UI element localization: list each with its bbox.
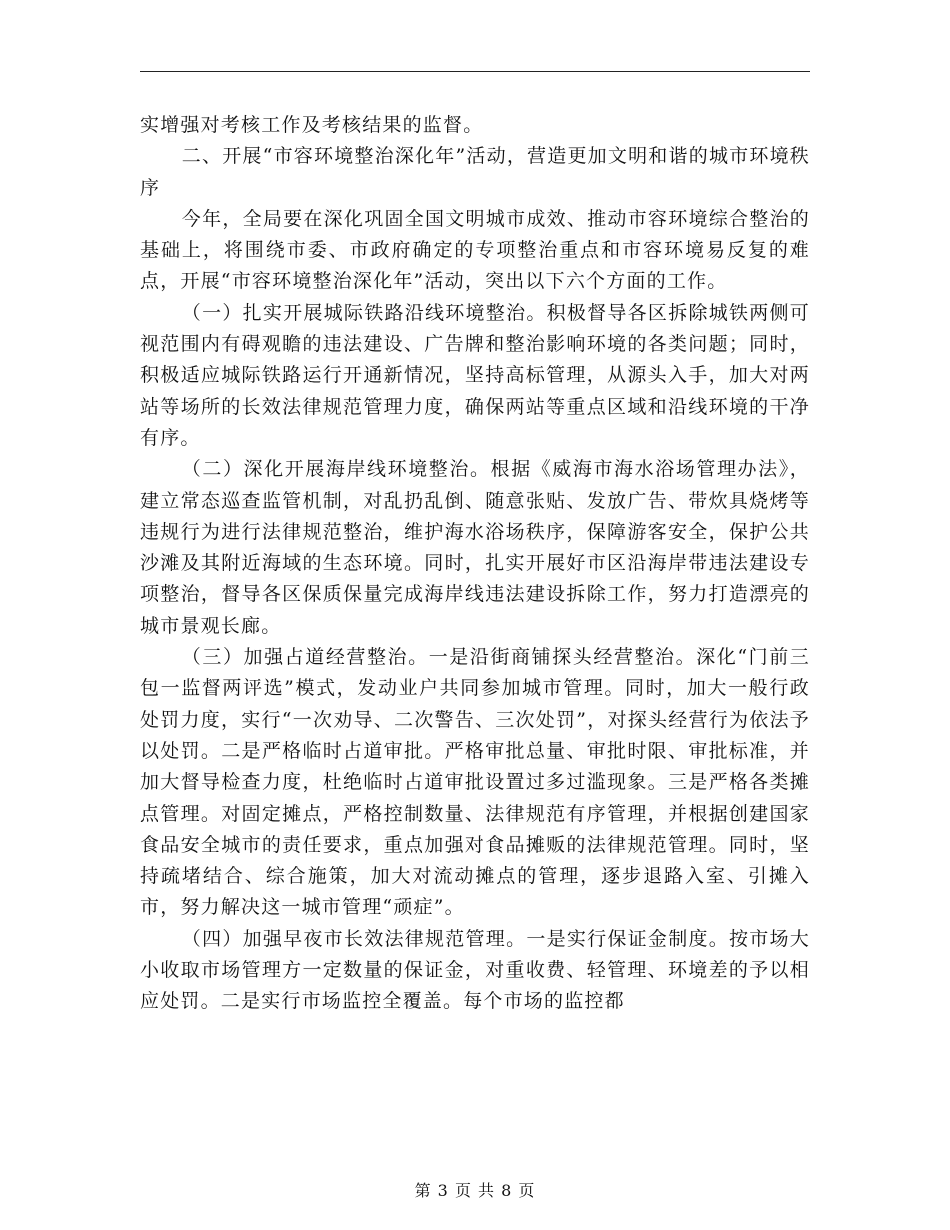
section-heading-2: 二、开展“市容环境整治深化年”活动，营造更加文明和谐的城市环境秩序 [140, 145, 810, 199]
header-rule [140, 71, 810, 72]
paragraph-item-4: （四）加强早夜市长效法律规范管理。一是实行保证金制度。按市场大小收取市场管理方一定数量的保证金，对重收费、轻管理、环境差的予以相应处罚。二是实行市场监控全覆盖。每个市场的监控都 [140, 927, 810, 1013]
document-body [140, 110, 810, 1018]
paragraph-item-3: （三）加强占道经营整治。一是沿街商铺探头经营整治。深化“门前三包一监督两评选”模式，发动业户共同参加城市管理。同时，加大一般行政处罚力度，实行“一次劝导、二次警告、三次处罚”，对探头经营行为依法予以处罚。二是严格临时占道审批。严格审批总量、审批时限、审批标准，并加大督导检查力度，杜绝临时占道审批设置过多过滥现象。三是严格各类摊点管理。对固定摊点，严格控制数量、法律规范有序管理，并根据创建国家食品安全城市的责任要求，重点加强对食品摊贩的法律规范管理。同时，坚持疏堵结合、综合施策，加大对流动摊点的管理，逐步退路入室、引摊入市，努力解决这一城市管理“顽症”。 [140, 646, 810, 919]
page-number-footer: 第 3 页 共 8 页 [414, 1181, 536, 1200]
paragraph-item-1: （一）扎实开展城际铁路沿线环境整治。积极督导各区拆除城铁两侧可视范围内有碍观瞻的违法建设、广告牌和整治影响环境的各类问题；同时，积极适应城际铁路运行开通新情况，坚持高标管理，从源头入手，加大对两站等场所的长效法律规范管理力度，确保两站等重点区域和沿线环境的干净有序。 [140, 301, 810, 449]
paragraph-intro: 今年，全局要在深化巩固全国文明城市成效、推动市容环境综合整治的基础上，将围绕市委、市政府确定的专项整治重点和市容环境易反复的难点，开展“市容环境整治深化年”活动，突出以下六个方面的工作。 [140, 207, 810, 293]
paragraph-continuation: 实增强对考核工作及考核结果的监督。 [140, 114, 484, 136]
paragraph-item-2: （二）深化开展海岸线环境整治。根据《威海市海水浴场管理办法》，建立常态巡查监管机制，对乱扔乱倒、随意张贴、发放广告、带炊具烧烤等违规行为进行法律规范整治，维护海水浴场秩序，保障游客安全，保护公共沙滩及其附近海域的生态环境。同时，扎实开展好市区沿海岸带违法建设专项整治，督导各区保质保量完成海岸线违法建设拆除工作，努力打造漂亮的城市景观长廊。 [140, 458, 810, 637]
